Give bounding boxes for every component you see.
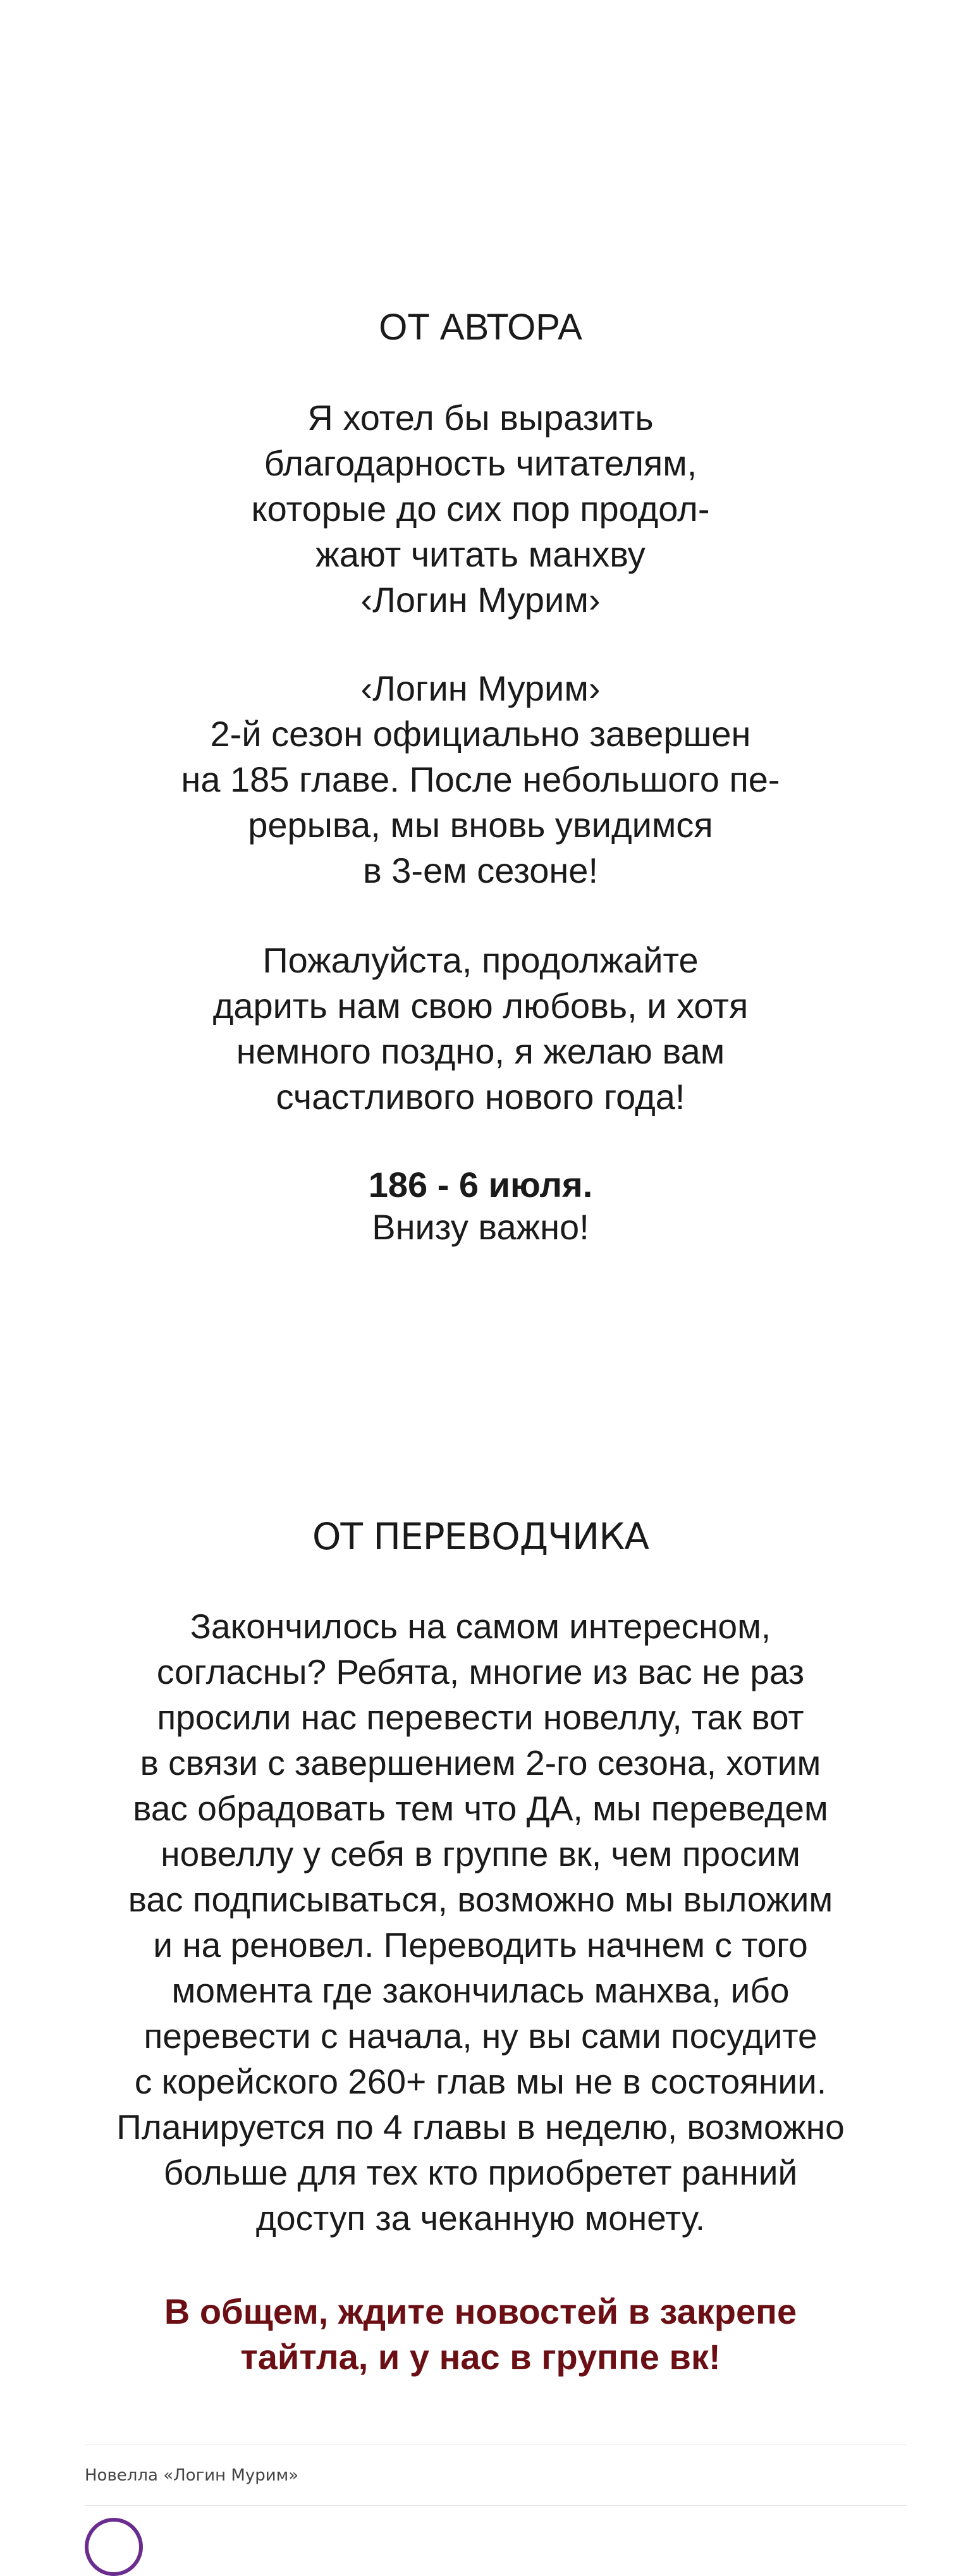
text-line: перевести с начала, ну вы сами посудите	[144, 2016, 817, 2056]
text-line: Пожалуйста, продолжайте	[262, 940, 699, 980]
text-line: момента где закончилась манхва, ибо	[171, 1971, 790, 2010]
text-line: 2-й сезон официально завершен	[210, 714, 751, 754]
text-line: больше для тех кто приобретет ранний	[163, 2153, 798, 2192]
text-line: вас подписываться, возможно мы выложим	[128, 1880, 833, 1919]
translator-section-title: ОТ ПЕРЕВОДЧИКА	[312, 1515, 649, 1558]
text-line: которые до сих пор продол-	[251, 489, 710, 529]
text-line: просили нас перевести новеллу, так вот	[157, 1698, 804, 1737]
text-line: с корейского 260+ глав мы не в состоянии.	[134, 2062, 827, 2101]
author-section-title: ОТ АВТОРА	[379, 307, 582, 348]
callout-line: В общем, ждите новостей в закрепе	[164, 2291, 797, 2331]
text-line: благодарность читателям,	[264, 443, 697, 483]
novel-link[interactable]: Новелла «Логин Мурим»	[85, 2466, 299, 2485]
text-line: вас обрадовать тем что ДА, мы переведем	[133, 1789, 828, 1828]
text-line: в связи с завершением 2-го сезона, хотим	[140, 1743, 821, 1782]
text-line: Закончилось на самом интересном,	[190, 1607, 771, 1646]
author-paragraph-2	[0, 666, 961, 893]
text-line: Планируется по 4 главы в неделю, возможно	[116, 2107, 845, 2147]
release-date-line: 186 - 6 июля.	[368, 1165, 593, 1205]
translator-paragraph	[0, 1604, 961, 2241]
footer-divider	[85, 2444, 907, 2445]
text-line: в 3-ем сезоне!	[362, 850, 599, 890]
text-line: счастливого нового года!	[276, 1077, 685, 1117]
important-note-line: Внизу важно!	[372, 1207, 589, 1247]
author-paragraph-3	[0, 938, 961, 1120]
translator-callout	[0, 2289, 961, 2380]
text-line: и на реновел. Переводить начнем с того	[153, 1925, 808, 1965]
text-line: ‹Логин Мурим›	[360, 580, 601, 620]
avatar[interactable]	[85, 2518, 143, 2576]
text-line: дарить нам свою любовь, и хотя	[212, 986, 749, 1026]
text-line: ‹Логин Мурим›	[360, 668, 601, 708]
footer-divider	[85, 2505, 907, 2506]
text-line: немного поздно, я желаю вам	[236, 1031, 725, 1071]
text-line: жают читать манхву	[315, 534, 646, 574]
text-line: Я хотел бы выразить	[307, 398, 654, 438]
author-paragraph-1	[0, 395, 961, 623]
text-line: новеллу у себя в группе вк, чем просим	[161, 1834, 800, 1874]
callout-line: тайтла, и у нас в группе вк!	[240, 2337, 721, 2377]
text-line: согласны? Ребята, многие из вас не раз	[156, 1652, 805, 1691]
text-line: рерыва, мы вновь увидимся	[248, 805, 713, 845]
text-line: доступ за чеканную монету.	[255, 2199, 706, 2238]
text-line: на 185 главе. После небольшого пе-	[181, 759, 780, 799]
